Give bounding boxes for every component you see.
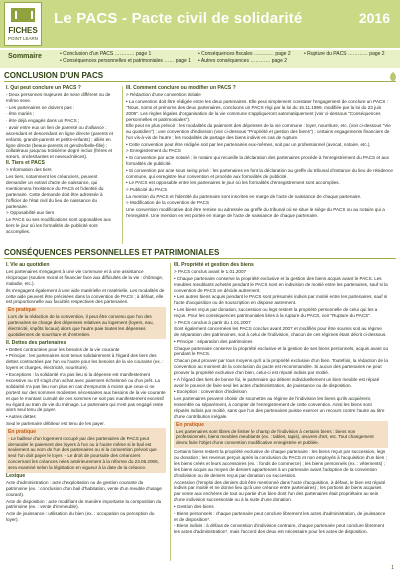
body-paragraph: Chacun peut prouver par tous moyens qu'il a la propriété exclusive d'un bien. Toutefois, la rédaction de la convention au moment de la conclusion du pacte est recommandée. Si aucun des partenaires ne peut prouver la propriété exclusive d'un bien, celui-ci est réputé indivis par moitié. xyxy=(174,358,388,375)
section-title-consequences: CONSÉQUENCES PERSONNELLES ET PATRIMONIALES xyxy=(4,248,396,259)
body-paragraph: > Information des tiers xyxy=(6,167,52,173)
body-paragraph: > Enregistrement du PACS xyxy=(126,148,181,154)
page-number: 1 xyxy=(391,565,394,571)
body-paragraph: La mention du PACS et l'identité du partenaire sont inscrites en marge de l'acte de naissance de chaque partenaire. xyxy=(126,193,362,199)
logo-subtext: POINT LEARN xyxy=(8,36,38,41)
body-paragraph: > PACS conclus à partir du 1.01.2007 xyxy=(174,319,251,325)
toc-column-3 xyxy=(304,51,385,58)
leaf-ornament-icon xyxy=(388,72,398,82)
body-paragraph: > Opposabilité aux tiers xyxy=(6,210,55,216)
body-paragraph: • Autres dettes xyxy=(6,414,36,420)
body-paragraph: > Rédaction d'une convention initiale xyxy=(126,92,201,98)
body-paragraph: Acte de disposition : acte modifiant de manière importante la composition du patrimoine (ex. : vente d'immeuble). xyxy=(6,498,162,510)
body-paragraph: > PACS conclus avant le 1.01.2007 xyxy=(174,269,247,275)
body-paragraph: - Deux personnes majeures de sexe différent ou de même sexe. xyxy=(6,92,111,103)
table-of-contents xyxy=(0,50,400,68)
body-paragraph: • Exception : convention d'indivision xyxy=(174,389,247,395)
body-paragraph: • Les autres biens acquis pendant le PACS sont présumés indivis par moitié entre les partenaires, sauf si l'acte d'acquisition ou de souscription en dispose autrement. xyxy=(174,294,388,306)
body-paragraph: • Les biens reçus par donation, succession ou legs restent la propriété personnelle de celui qui les a reçus. Pour les conséquences patrimoniales liées à la rupture du PACS, voir "Rupture du PACS". xyxy=(174,306,378,318)
body-paragraph: Les tiers, notamment les créanciers, peuvent demander un extrait d'acte de naissance, qui mentionnera l'existence du PACS et l'identité du partenaire. Cette demande doit être adressée à l'officier de l'état civil du lieu de naissance du partenaire. xyxy=(6,174,104,209)
body-paragraph: Chaque partenaire conserve la propriété exclusive et la gestion de ses biens personnels, acquis avant ou pendant le PACS. xyxy=(174,345,388,357)
subsection-heading: I. Qui peut conclure un PACS ? xyxy=(6,85,81,92)
practice-note-box xyxy=(6,428,166,472)
page-title: Le PACS - Pacte civil de solidarité xyxy=(54,10,303,27)
practice-note-text: - Le bailleur d'un logement occupé par des partenaires de PACS peut demander le paiement des loyers à l'un ou à l'autre même si le bail est seulement au nom de l'un des partenaires ou si la convention prévoit que seul l'un doit payer le loyer. - Le droit de poursuite des créanciers concernant les créances nées antérieurement à la réforme du 23.06.2006, sera examiné selon la législation en vigueur à la date de la créance. xyxy=(8,435,159,471)
edition-year: 2016 xyxy=(358,10,390,26)
practice-note-heading: En pratique xyxy=(176,421,205,428)
brand-logo xyxy=(4,2,42,46)
subsection-heading: I. Vie au quotidien xyxy=(6,262,50,269)
body-paragraph: Sont également concernées les PACS conclus avant 2007 et modifiés pour être soumis soit au régime de séparation des patrimoines, soit à celui de l'indivision, chacun de ces régimes étant décrit ci-dessous. xyxy=(174,326,387,338)
body-paragraph: - Biens personnels : chaque partenaire peut conclure librement les actes d'administration, de jouissance et de disposition*. xyxy=(174,510,386,522)
conclusion-right-column xyxy=(126,85,394,245)
body-paragraph: · être déjà engagés dans un PACS ; xyxy=(6,118,80,124)
body-paragraph: • Chaque partenaire conserve la propriété exclusive et la gestion des biens acquis avant le PACS. Les meubles meublants achetés pendant le PACS sont en indivision de moitié entre les partenaires, sauf si la convention de PACS en décide autrement. xyxy=(174,275,388,293)
column-divider xyxy=(122,86,123,244)
body-paragraph: • Dettes contractées pour les besoins de la vie courante xyxy=(6,346,120,352)
logo-text: FICHES xyxy=(8,26,38,35)
body-paragraph: Le PACS ou ses modifications sont opposables aux tiers le jour où les formalités de publicité sont accomplies. xyxy=(6,216,111,234)
subsection-heading: Lexique xyxy=(6,473,26,480)
toc-label: Sommaire xyxy=(8,53,42,60)
body-paragraph: - Biens indivis : à défaut de convention d'indivision contraire, chaque partenaire peut conclure librement les actes d'administration*, mais l'accord des deux est nécessaire pour les actes de disposition. xyxy=(174,523,385,535)
body-paragraph: > Publicité du PACS xyxy=(126,187,168,193)
body-paragraph: Les partenaires peuvent choisir de soumettre au régime de l'indivision les biens qu'ils acquièrent, ensemble ou séparément, à compter de l'enregistrement de cette convention. Ainsi les biens sont réputés indivis par moitié, sans que l'un des partenaires puisse exercer un recours contre l'autre au titre d'une contribution inégale. xyxy=(174,395,385,419)
body-paragraph: - Les partenaires ne doivent pas : xyxy=(6,104,75,110)
body-paragraph: • Principe : séparation des patrimoines xyxy=(174,338,253,344)
body-paragraph: Elle peut en plus prévoir : les modalités du paiement des dépenses de la vie commune : loyer, nourriture, etc. (voir ci-dessous "Vie au quotidien") ; une convention d'indivision (voir ci-dessous "Propriété et gestion des biens") ; certains engagements financiers de l'un vis-à-vis de l'autre ; les modalités de partage des biens indivis en cas de rupture. xyxy=(126,123,391,141)
body-paragraph: · avoir entre eux un lien de parenté ou d'alliance : ascendant et descendant en ligne directe (parents et enfants, grands-parents et petits-enfants) ; alliés en ligne directe (beaux-parents et gendre/belle-fille) ; collatéraux jusqu'au troisième degré inclus (frères et sœurs, oncles/tantes et neveux/nièces). xyxy=(6,124,114,160)
body-paragraph: • Cette convention peut être rédigée soit par les partenaires eux-mêmes, soit par un professionnel (avocat, notaire, etc.). xyxy=(126,141,371,147)
body-paragraph: Accession (l'emploi des deniers doit être mentionné dans l'acte d'acquisition, à défaut, le bien est réputé indivis par moitié et ne donne lieu qu'à une créance entre partenaires) ; les portions de biens acquises par vente aux enchères de tout ou partie d'un bien dont l'un des partenaires était propriétaire au sein d'une indivision successorale ou à la suite d'une donation. xyxy=(174,479,386,503)
practice-note-text: Lors de la rédaction de la convention, il peut être convenu que l'un des partenaires se charge des dépenses relatives au logement (loyers, eau, électricité, impôts locaux) alors que l'autre paie toutes les dépenses quotidiennes de nourriture et d'entretien. xyxy=(8,314,154,337)
toc-link[interactable]: • Rupture du PACS ………… page 2 xyxy=(304,51,385,57)
toc-link[interactable]: • Conséquences personnelles et patrimoniales …… page 1 xyxy=(60,58,191,64)
toc-column-2 xyxy=(198,51,291,65)
practice-note-text: Les partenaires sont libres de limiter le champ de l'indivision à certains biens : biens non professionnels, biens meubles meublants (ex. : tables, tapis), œuvres d'art, etc. Tout changement devra faire l'objet d'une convention modificative enregistrée et publiée. xyxy=(176,428,374,446)
consequences-right-column xyxy=(174,262,388,564)
body-paragraph: > Modification de la convention de PACS xyxy=(126,200,210,206)
subsection-heading: III. Comment conclure ou modifier un PACS ? xyxy=(126,85,236,92)
practice-note-box xyxy=(6,307,166,340)
body-paragraph: • Si convention par acte sous seing privé : les partenaires en font la déclaration au greffe du tribunal d'instance du lieu de résidence commune, qui enregistre leur convention et procède aux formalités de publicité. xyxy=(126,167,393,179)
logo-mark-icon xyxy=(11,8,35,22)
body-paragraph: • À l'égard des tiers de bonne foi, le partenaire qui détient individuellement un bien meuble est réputé avoir le pouvoir de faire seul les actes d'administration, de jouissance ou de disposition. xyxy=(174,376,380,388)
subsection-heading: III. Propriété et gestion des biens xyxy=(174,262,254,269)
body-paragraph: • Exceptions : la solidarité n'a pas lieu si la dépense est manifestement excessive ou s'il s'agit d'un achat avec paiement échelonné ou d'un prêt. La solidarité n'a pas lieu non plus en cas d'emprunts à moins que ceux-ci ne portent sur des sommes modestes nécessaires aux besoins de la vie courante et que le montant cumulé de ces sommes ne soit pas manifestement excessif eu égard au train de vie du ménage. Le partenaire qui n'est pas engagé reste alors seul tenu de payer. xyxy=(6,371,166,413)
body-paragraph: Certains biens restent la propriété exclusive de chaque partenaire : les biens reçus par succession, legs ou donation ; les revenus perçus après la conclusion du PACS et non employés à l'acquisition d'un bien ; les biens créés et leurs accessoires (ex. : fonds de commerce) ; les biens personnels (ex. : vêtements) ; les biens acquis au moyen de deniers appartenant à un partenaire avant l'adoption de la convention d'indivision ou de deniers reçus par donation ou succession. xyxy=(174,449,387,478)
page-header xyxy=(0,0,400,48)
consequences-left-column xyxy=(6,262,166,564)
body-paragraph: · être mariés ; xyxy=(6,111,35,117)
body-paragraph: Une convention modificative doit être remise ou adressée au greffe du tribunal où se situe le siège du PACS ou au notaire qui a l'enregistré. Une mention en est portée en marge de l'acte de naissance de chaque partenaire. xyxy=(126,207,385,219)
body-paragraph: Acte de jouissance : utilisation du bien (ex. : occupation ou perception du loyer). xyxy=(6,511,155,523)
conclusion-left-column xyxy=(6,85,118,245)
practice-note-box xyxy=(174,421,388,448)
subsection-heading: II. Tiers et PACS xyxy=(6,160,45,167)
body-paragraph: • Si convention par acte notarié : le notaire qui recueille la déclaration des partenaires procède à l'enregistrement du PACS et aux formalités de publicité. xyxy=(126,155,389,167)
body-paragraph: • La convention doit être rédigée entre les deux partenaires. Elle peut simplement constater l'engagement de conclure un PACS : "Nous, noms et prénoms des deux partenaires, concluons un PACS régi par la loi du 15.11.1999, modifiée par la loi du 23 juin 2006". Les règles légales d'organisation de la vie commune s'appliqueront automatiquement (voir ci-dessous "Conséquences personnelles et patrimoniales"). xyxy=(126,98,388,122)
body-paragraph: • Gestion des biens xyxy=(174,503,214,509)
body-paragraph: • Principe : les partenaires sont tenus solidairement à l'égard des tiers des dettes contractées par l'un ou l'autre pour les besoins de la vie courante (ex. : loyers et charges, électricité, nourriture). xyxy=(6,353,164,371)
body-paragraph: Acte d'administration : acte d'exploitation ou de gestion courante du patrimoine (ex. : conclusion d'un bail d'habitation, vente d'un meuble d'usage courant). xyxy=(6,479,162,497)
practice-note-heading: En pratique xyxy=(8,307,37,314)
body-paragraph: Ils s'engagent également à une aide matérielle et matérielle. Les modalités de cette aide peuvent être précisées dans la convention de PACS ; à défaut, elle est proportionnelle aux facultés respectives des partenaires. xyxy=(6,287,165,305)
body-paragraph: Les partenaires s'engagent à une vie commune et à une assistance réciproque (soutien moral et financier face aux difficultés de la vie : chômage, maladie, etc.). xyxy=(6,269,164,286)
body-paragraph: • Le PACS est opposable entre les partenaires le jour où les formalités d'enregistrement sont accomplies. xyxy=(126,180,340,186)
toc-link[interactable]: • Conclusion d'un PACS ………… page 1 xyxy=(60,51,152,57)
toc-link[interactable]: • Conséquences fiscales ………… page 2 xyxy=(198,51,291,57)
toc-column-1 xyxy=(60,51,191,65)
section-title-conclusion: CONCLUSION D'UN PACS xyxy=(4,71,396,82)
subsection-heading: II. Dettes des partenaires xyxy=(6,339,67,346)
practice-note-heading: En pratique xyxy=(8,428,37,435)
toc-link[interactable]: • Autres conséquences ………… page 2 xyxy=(198,58,288,64)
column-divider xyxy=(170,263,171,561)
body-paragraph: Seul le partenaire débiteur est tenu de les payer. xyxy=(6,420,105,426)
